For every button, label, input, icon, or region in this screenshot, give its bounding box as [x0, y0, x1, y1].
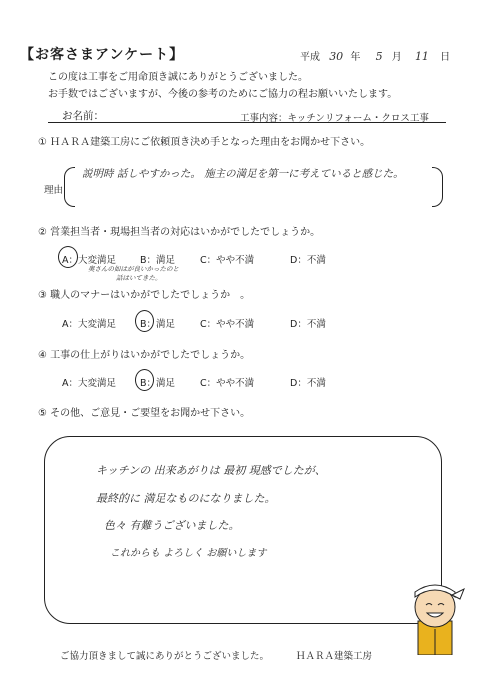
date-month: 5 [375, 50, 383, 63]
q2-option-a: A：大変満足 [62, 255, 116, 266]
footer-thanks: ご協力頂きまして誠にありがとうございました。 [60, 651, 270, 662]
date-era: 平成 [300, 52, 320, 63]
reason-answer: 説明時 話しやすかった。 施主の満足を第一に考えていると感じた。 [82, 168, 404, 180]
q3-selected-circle [135, 310, 154, 332]
name-underline [48, 122, 446, 123]
q4-selected-circle [135, 369, 154, 391]
survey-title: 【お客さまアンケート】 [20, 47, 185, 63]
question-1: ① ＨＡＲＡ建築工房にご依頼頂き決め手となった理由をお聞かせ下さい。 [38, 137, 371, 148]
q4-option-a: A：大変満足 [62, 378, 116, 389]
intro-line-2: お手数ではございますが、今後の参考のためにご協力の程お願いいたします。 [48, 89, 398, 100]
date [300, 48, 450, 63]
date-year-unit: 年 [350, 52, 361, 63]
q4-option-b: B：満足 [140, 378, 176, 389]
question-4: ④ 工事の仕上がりはいかがでしたでしょうか。 [38, 350, 251, 361]
question-5: ⑤ その他、ご意見・ご要望をお聞かせ下さい。 [38, 408, 251, 419]
date-day: 11 [414, 50, 429, 63]
comment-line-4: これからも よろしく お願いします [110, 548, 267, 559]
name-label: お名前： [62, 110, 104, 122]
comment-line-1: キッチンの 出来あがりは 最初 現感でしたが、 [96, 464, 326, 477]
q2-option-c: C：やや不満 [200, 255, 255, 266]
footer-company: ＨＡＲＡ建築工房 [296, 651, 373, 662]
date-day-unit: 日 [440, 52, 451, 63]
reason-bracket-right [432, 167, 443, 207]
intro-line-1: この度は工事をご用命頂き誠にありがとうございました。 [48, 72, 308, 83]
question-3: ③ 職人のマナーはいかがでしたでしょうか 。 [38, 290, 251, 301]
q2-note-1: 奥さんの如はが良いかったのと [88, 265, 179, 273]
question-2: ② 営業担当者・現場担当者の対応はいかがでしたでしょうか。 [38, 227, 321, 238]
comment-line-3: 色々 有難うございました。 [104, 519, 240, 532]
comment-line-2: 最終的に 満足なものになりました。 [96, 492, 276, 505]
q4-option-d: D：不満 [290, 378, 326, 389]
q2-option-b: B：満足 [140, 255, 176, 266]
mascot-illustration [400, 575, 470, 655]
q3-option-a: A：大変満足 [62, 319, 116, 330]
q3-option-c: C：やや不満 [200, 319, 255, 330]
q2-selected-circle [58, 246, 78, 268]
work-description: 工事内容：キッチンリフォーム・クロス工事 [240, 113, 429, 124]
date-year: 30 [329, 50, 344, 63]
q4-option-c: C：やや不満 [200, 378, 255, 389]
reason-bracket-left [64, 167, 75, 207]
date-month-unit: 月 [391, 52, 402, 63]
q3-option-b: B：満足 [140, 319, 176, 330]
reason-label: 理由 [44, 185, 64, 196]
q2-option-d: D：不満 [290, 255, 326, 266]
q2-note-2: 話はいてきた。 [116, 274, 162, 282]
q3-option-d: D：不満 [290, 319, 326, 330]
